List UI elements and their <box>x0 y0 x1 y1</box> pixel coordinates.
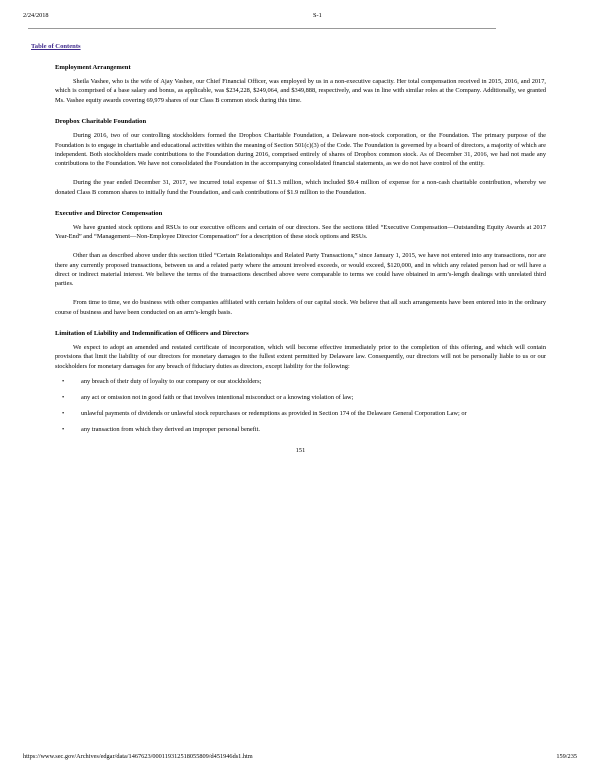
section-heading: Dropbox Charitable Foundation <box>55 118 147 126</box>
source-url: https://www.sec.gov/Archives/edgar/data/1467623/000119312518055809/d451946ds1.htm <box>23 753 253 760</box>
bullet-icon: • <box>62 426 65 434</box>
paragraph: From time to time, we do business with other companies affiliated with certain holders of our capital stock. We believe that all such arrangements have been entered into in the ordinary course of business and have been conducted on an arm’s-length basis. <box>55 299 546 316</box>
section-heading: Executive and Director Compensation <box>55 210 163 218</box>
page-number: 151 <box>295 447 306 455</box>
liability-exceptions-list <box>55 377 546 434</box>
paragraph: Other than as described above under this section titled “Certain Relationships and Related Party Transactions,” since January 1, 2015, we have not entered into any transactions, nor are there any currently proposed transactions, between us and a related party where the amount involved exceeds, or would exceed, $120,000, and in which any related person had or will have a direct or indirect material interest. We believe the terms of the transactions described above were comparable to terms we could have obtained in arm’s-length dealings with unrelated third parties. <box>55 252 546 288</box>
section-employment-arrangement <box>55 63 546 105</box>
section-heading: Limitation of Liability and Indemnification of Officers and Directors <box>55 330 249 338</box>
print-page-count: 159/235 <box>556 753 577 760</box>
bullet-icon: • <box>62 378 65 386</box>
paragraph: We expect to adopt an amended and restated certificate of incorporation, which will become effective immediately prior to the completion of this offering, and which will contain provisions that limit the liability of our directors for monetary damages to the fullest extent permitted by Delaware law. Consequently, our directors will not be personally liable to us or our stockholders for monetary damages for any breach of fiduciary duties as directors, except liability for the following: <box>55 344 546 370</box>
bullet-icon: • <box>62 394 65 402</box>
header-divider <box>28 28 496 29</box>
list-item-text: any act or omission not in good faith or that involves intentional misconduct or a knowing violation of law; <box>81 394 354 402</box>
section-dropbox-charitable-foundation <box>55 117 546 197</box>
list-item-text: unlawful payments of dividends or unlawful stock repurchases or redemptions as provided in Section 174 of the Delaware General Corporation Law; or <box>81 410 467 418</box>
section-executive-director-compensation <box>55 209 546 317</box>
document-title: S-1 <box>313 12 322 19</box>
list-item <box>55 377 546 386</box>
paragraph: Sheila Vashee, who is the wife of Ajay Vashee, our Chief Financial Officer, was employed by us in a non-executive capacity. Her total compensation received in 2015, 2016, and 2017, which is comprised of a base salary and bonus, as applicable, was $234,228, $249,064, and $349,888, respectively, and was in line with similar roles at the Company. Additionally, we granted Ms. Vashee equity awards covering 69,979 shares of our Class B common stock during this time. <box>55 78 546 104</box>
list-item-text: any breach of their duty of loyalty to our company or our stockholders; <box>81 378 262 386</box>
print-date: 2/24/2018 <box>23 12 49 19</box>
section-limitation-of-liability <box>55 329 546 434</box>
paragraph: During the year ended December 31, 2017, we incurred total expense of $11.3 million, which included $9.4 million of expense for a non-cash charitable contribution, whereby we donated Class B common shares to initially fund the Foundation, and cash contributions of $1.9 million to the Foundation. <box>55 179 546 196</box>
bullet-icon: • <box>62 410 65 418</box>
list-item <box>55 409 546 418</box>
section-heading: Employment Arrangement <box>55 64 131 71</box>
list-item-text: any transaction from which they derived an improper personal benefit. <box>81 426 260 434</box>
list-item <box>55 425 546 434</box>
paragraph: We have granted stock options and RSUs to our executive officers and certain of our directors. See the sections titled “Executive Compensation—Outstanding Equity Awards at 2017 Year-End” and “Management—Non-Employee Director Compensation” for a description of these stock options and RSUs. <box>55 224 546 241</box>
paragraph: During 2016, two of our controlling stockholders formed the Dropbox Charitable Foundation, a Delaware non-stock corporation, or the Foundation. The primary purpose of the Foundation is to engage in charitable and educational activities within the meaning of Section 501(c)(3) of the Code. The Foundation is governed by a board of directors, a majority of which are independent. Both stockholders made contributions to the Foundation during 2016, comprised entirely of shares of Dropbox common stock. As of December 31, 2016, we had not made any contributions to the Foundation. We have not consolidated the Foundation in the accompanying consolidated financial statements, as we do not have control of the entity. <box>55 132 546 168</box>
list-item <box>55 393 546 402</box>
table-of-contents-link[interactable]: Table of Contents <box>31 43 81 50</box>
document-body <box>55 63 546 456</box>
